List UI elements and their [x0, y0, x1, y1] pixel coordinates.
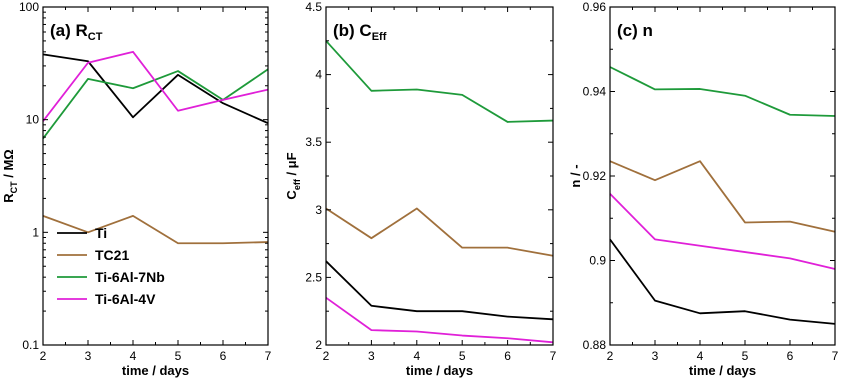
- panel-1-legend-label-ti-6al-7nb: Ti-6Al-7Nb: [95, 269, 165, 285]
- panel-1-title: [50, 21, 103, 43]
- panel-2-title-sub: Eff: [371, 31, 387, 43]
- panel-3-xtick-label: 7: [831, 349, 839, 363]
- panel-2-xtick-label: 5: [458, 349, 466, 363]
- panel-1-ytick-label: 10: [25, 112, 39, 127]
- panel-3-series-tc21: [610, 161, 835, 232]
- panel-2-xtick-label: 4: [413, 349, 421, 363]
- panel-3-ytick-label: 0.96: [582, 0, 606, 14]
- panel-3-ytick-label: 0.9: [589, 253, 606, 268]
- panel-1-ytick-label: 100: [18, 0, 39, 14]
- panel-2-ylabel: [284, 152, 302, 199]
- panel-1-xtick-label: 6: [219, 349, 227, 363]
- panel-3-xtick-label: 5: [741, 349, 749, 363]
- panel-1-ylabel-unit: / MΩ: [1, 149, 16, 182]
- panel-2-xtick-label: 2: [322, 349, 330, 363]
- panel-1-series-tc21: [43, 216, 268, 243]
- panel-2-ytick-label: 4: [315, 67, 322, 82]
- panel-1-legend-label-ti-6al-4v: Ti-6Al-4V: [95, 291, 156, 307]
- panel-3-xtick-label: 4: [696, 349, 704, 363]
- panel-3-xtick-label: 2: [606, 349, 614, 363]
- panel-2-series-ti: [326, 261, 553, 319]
- panel-2-xtick-label: 6: [504, 349, 511, 363]
- panel-3-xtick-label: 3: [651, 349, 659, 363]
- panel-3-xlabel: time / days: [688, 363, 757, 378]
- panel-2-ytick-label: 3.5: [305, 135, 322, 150]
- panel-1-legend-label-ti: Ti: [95, 225, 108, 241]
- panel-3-series-ti-6al-7nb: [610, 67, 835, 116]
- panel-3-ytick-label: 0.92: [582, 169, 606, 183]
- panel-3-ylabel: [568, 164, 583, 187]
- panel-1-series-ti: [43, 54, 268, 123]
- panel-2-title: [333, 21, 387, 43]
- panel-1-xtick-label: 7: [264, 349, 272, 363]
- panel-1-group: [1, 0, 272, 378]
- panel-2-ytick-label: 3: [315, 202, 322, 217]
- panel-3-title: [617, 21, 653, 40]
- panel-2-title-main: (b) C: [333, 21, 372, 40]
- panel-3-group: [568, 0, 839, 378]
- panel-3-ytick-label: 0.88: [582, 338, 606, 352]
- panel-2-ytick-label: 2: [315, 338, 322, 352]
- panel-3-series-ti-6al-4v: [610, 194, 835, 269]
- panel-1-legend-label-tc21: TC21: [95, 247, 130, 263]
- panel-2-ylabel-main: C: [284, 190, 299, 200]
- panel-2-ytick-label: 4.5: [305, 0, 322, 14]
- panel-1-ylabel-main: R: [1, 193, 16, 203]
- panel-1-series-ti-6al-7nb: [43, 69, 268, 138]
- panel-2-ytick-label: 2.5: [305, 270, 322, 285]
- panel-1-series-ti-6al-4v: [43, 52, 268, 121]
- panel-2-series-ti-6al-4v: [326, 298, 553, 343]
- panel-1-title-sub: CT: [87, 31, 103, 43]
- panel-2-ylabel-sub: eff: [292, 179, 302, 191]
- panel-1-title-main: (a) R: [50, 21, 88, 40]
- panel-1-ytick-label: 0.1: [22, 338, 39, 352]
- panel-2-xlabel: time / days: [405, 363, 474, 378]
- panel-1-xlabel: time / days: [121, 363, 190, 378]
- panel-1-xtick-label: 2: [39, 349, 47, 363]
- panel-1-xtick-label: 3: [84, 349, 92, 363]
- panel-2-series-ti-6al-7nb: [326, 41, 553, 122]
- panel-1-ytick-label: 1: [32, 225, 39, 240]
- panel-1-ylabel: [1, 149, 19, 202]
- panel-1-xtick-label: 4: [129, 349, 137, 363]
- panel-1-frame: [43, 7, 268, 345]
- panel-3-series-ti: [610, 239, 835, 324]
- panel-2-xtick-label: 7: [549, 349, 557, 363]
- panel-1-ylabel-sub: CT: [9, 181, 19, 194]
- panel-1-xtick-label: 5: [174, 349, 182, 363]
- panel-3-ylabel-main: n / -: [568, 164, 583, 188]
- panel-3-ytick-label: 0.94: [582, 84, 606, 99]
- panel-2-series-tc21: [326, 208, 553, 255]
- panel-3-title-main: (c) n: [617, 21, 653, 40]
- panel-3-xtick-label: 6: [786, 349, 794, 363]
- panel-2-ylabel-unit: / μF: [284, 152, 299, 180]
- panel-2-xtick-label: 3: [368, 349, 375, 363]
- panel-2-group: [284, 0, 557, 378]
